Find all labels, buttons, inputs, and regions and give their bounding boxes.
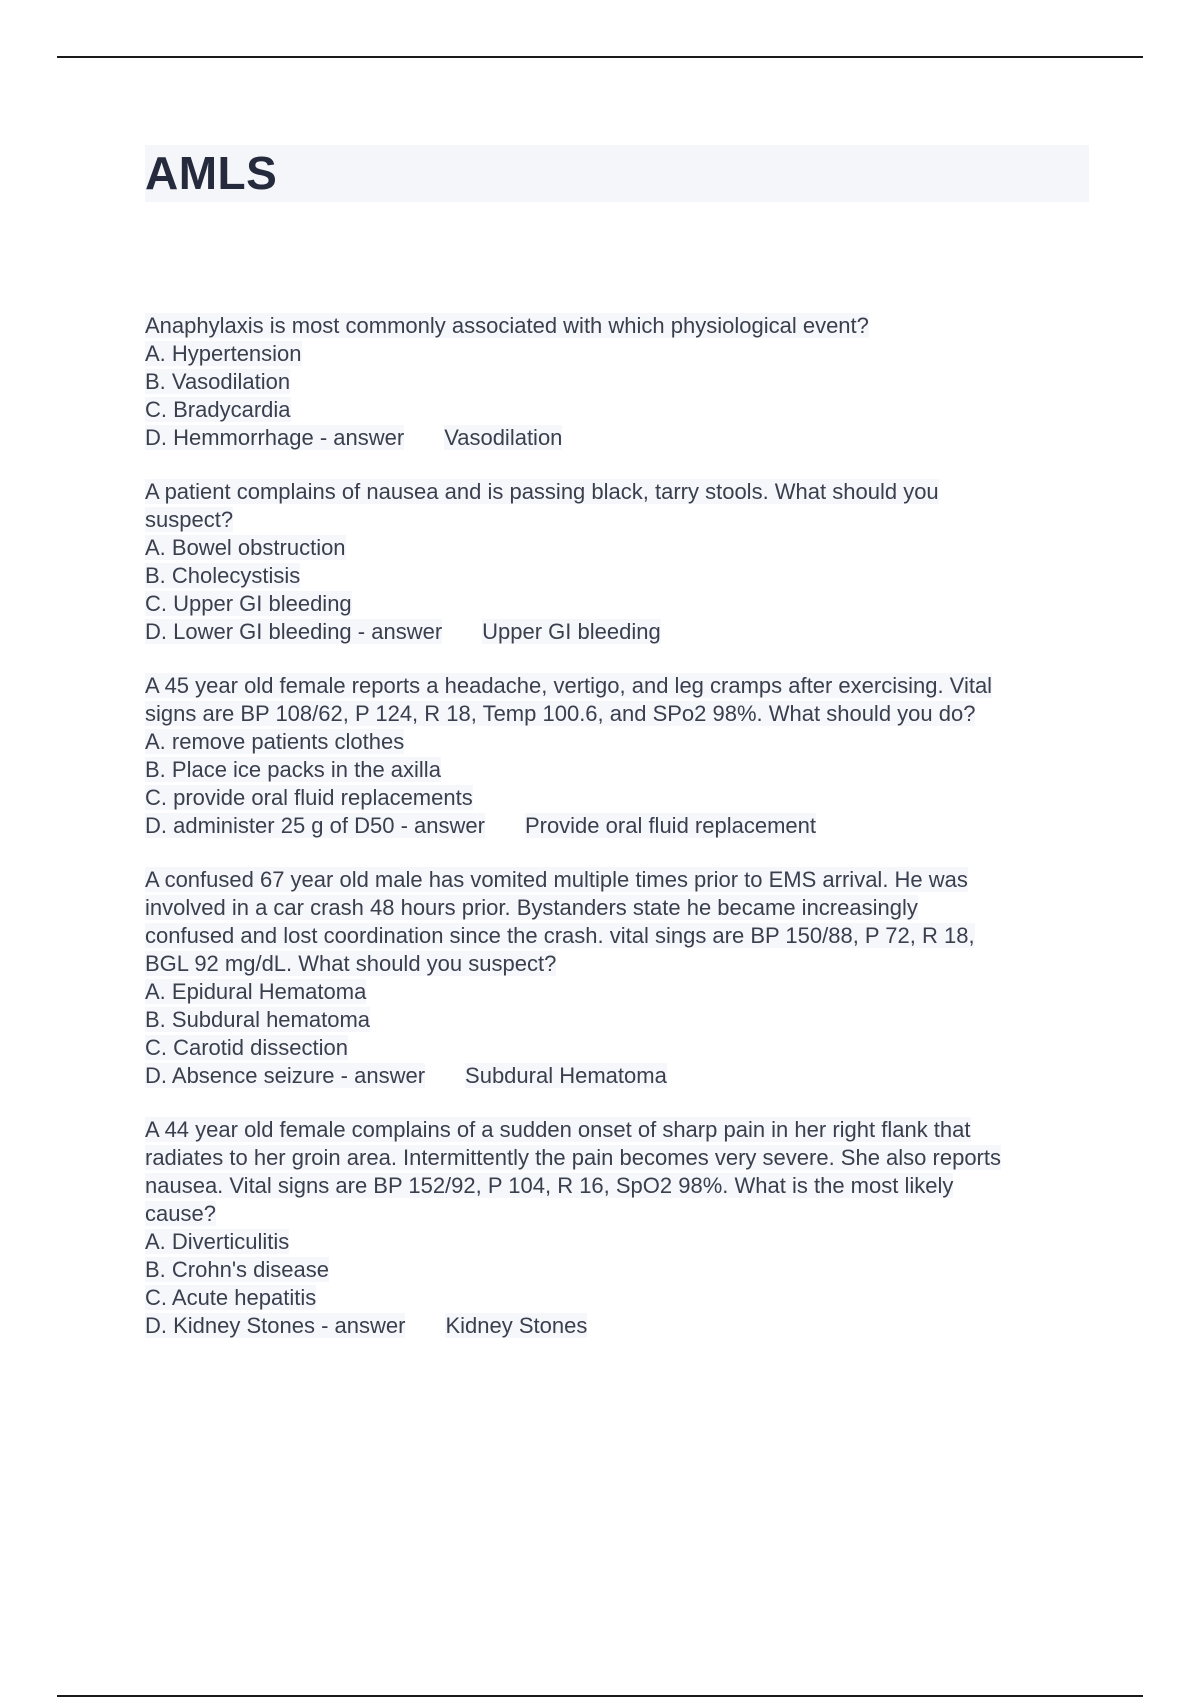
option-d-answer-line xyxy=(145,812,1095,840)
question-stem-line: cause? xyxy=(145,1201,216,1226)
option-c: C. Carotid dissection xyxy=(145,1035,348,1060)
answer-text: Kidney Stones xyxy=(445,1313,588,1338)
question-item xyxy=(145,866,1095,1090)
option-b: B. Place ice packs in the axilla xyxy=(145,757,441,782)
option-d-answer-line xyxy=(145,424,1095,452)
top-rule xyxy=(57,56,1143,58)
question-item xyxy=(145,312,1095,452)
question-stem-line: suspect? xyxy=(145,507,234,532)
document-title: AMLS xyxy=(145,147,278,199)
option-a: A. Bowel obstruction xyxy=(145,535,346,560)
question-item xyxy=(145,478,1095,646)
bottom-rule xyxy=(57,1695,1143,1697)
option-d: D. Absence seizure - answer xyxy=(145,1063,426,1088)
question-stem-line: confused and lost coordination since the crash. vital sings are BP 150/88, P 72, R 18, xyxy=(145,923,975,948)
option-c: C. Upper GI bleeding xyxy=(145,591,352,616)
question-stem-line: radiates to her groin area. Intermittently the pain becomes very severe. She also reports xyxy=(145,1145,1001,1170)
answer-text: Provide oral fluid replacement xyxy=(524,813,816,838)
option-d-answer-line xyxy=(145,1062,1095,1090)
option-d: D. Hemmorrhage - answer xyxy=(145,425,405,450)
question-list xyxy=(145,312,1095,1366)
question-stem-line: A 44 year old female complains of a sudden onset of sharp pain in her right flank that xyxy=(145,1117,971,1142)
question-item xyxy=(145,672,1095,840)
question-item xyxy=(145,1116,1095,1340)
answer-text: Upper GI bleeding xyxy=(482,619,661,644)
option-d-answer-line xyxy=(145,618,1095,646)
option-d: D. Lower GI bleeding - answer xyxy=(145,619,443,644)
option-a: A. remove patients clothes xyxy=(145,729,405,754)
answer-text: Vasodilation xyxy=(444,425,563,450)
question-stem-line: A patient complains of nausea and is passing black, tarry stools. What should you xyxy=(145,479,939,504)
question-stem-line: A 45 year old female reports a headache, vertigo, and leg cramps after exercising. Vital xyxy=(145,673,993,698)
option-a: A. Hypertension xyxy=(145,341,302,366)
title-band xyxy=(145,145,1089,202)
option-a: A. Diverticulitis xyxy=(145,1229,290,1254)
option-b: B. Subdural hematoma xyxy=(145,1007,371,1032)
option-d-answer-line xyxy=(145,1312,1095,1340)
question-stem-line: A confused 67 year old male has vomited multiple times prior to EMS arrival. He was xyxy=(145,867,968,892)
option-d: D. administer 25 g of D50 - answer xyxy=(145,813,485,838)
option-a: A. Epidural Hematoma xyxy=(145,979,367,1004)
option-b: B. Cholecystisis xyxy=(145,563,301,588)
question-stem-line: BGL 92 mg/dL. What should you suspect? xyxy=(145,951,557,976)
question-stem-line: Anaphylaxis is most commonly associated with which physiological event? xyxy=(145,313,869,338)
question-stem-line: nausea. Vital signs are BP 152/92, P 104, R 16, SpO2 98%. What is the most likely xyxy=(145,1173,954,1198)
option-c: C. Bradycardia xyxy=(145,397,291,422)
option-c: C. Acute hepatitis xyxy=(145,1285,317,1310)
option-c: C. provide oral fluid replacements xyxy=(145,785,473,810)
option-d: D. Kidney Stones - answer xyxy=(145,1313,406,1338)
answer-text: Subdural Hematoma xyxy=(465,1063,667,1088)
question-stem-line: signs are BP 108/62, P 124, R 18, Temp 100.6, and SPo2 98%. What should you do? xyxy=(145,701,976,726)
question-stem-line: involved in a car crash 48 hours prior. Bystanders state he became increasingly xyxy=(145,895,918,920)
option-b: B. Crohn's disease xyxy=(145,1257,329,1282)
option-b: B. Vasodilation xyxy=(145,369,291,394)
